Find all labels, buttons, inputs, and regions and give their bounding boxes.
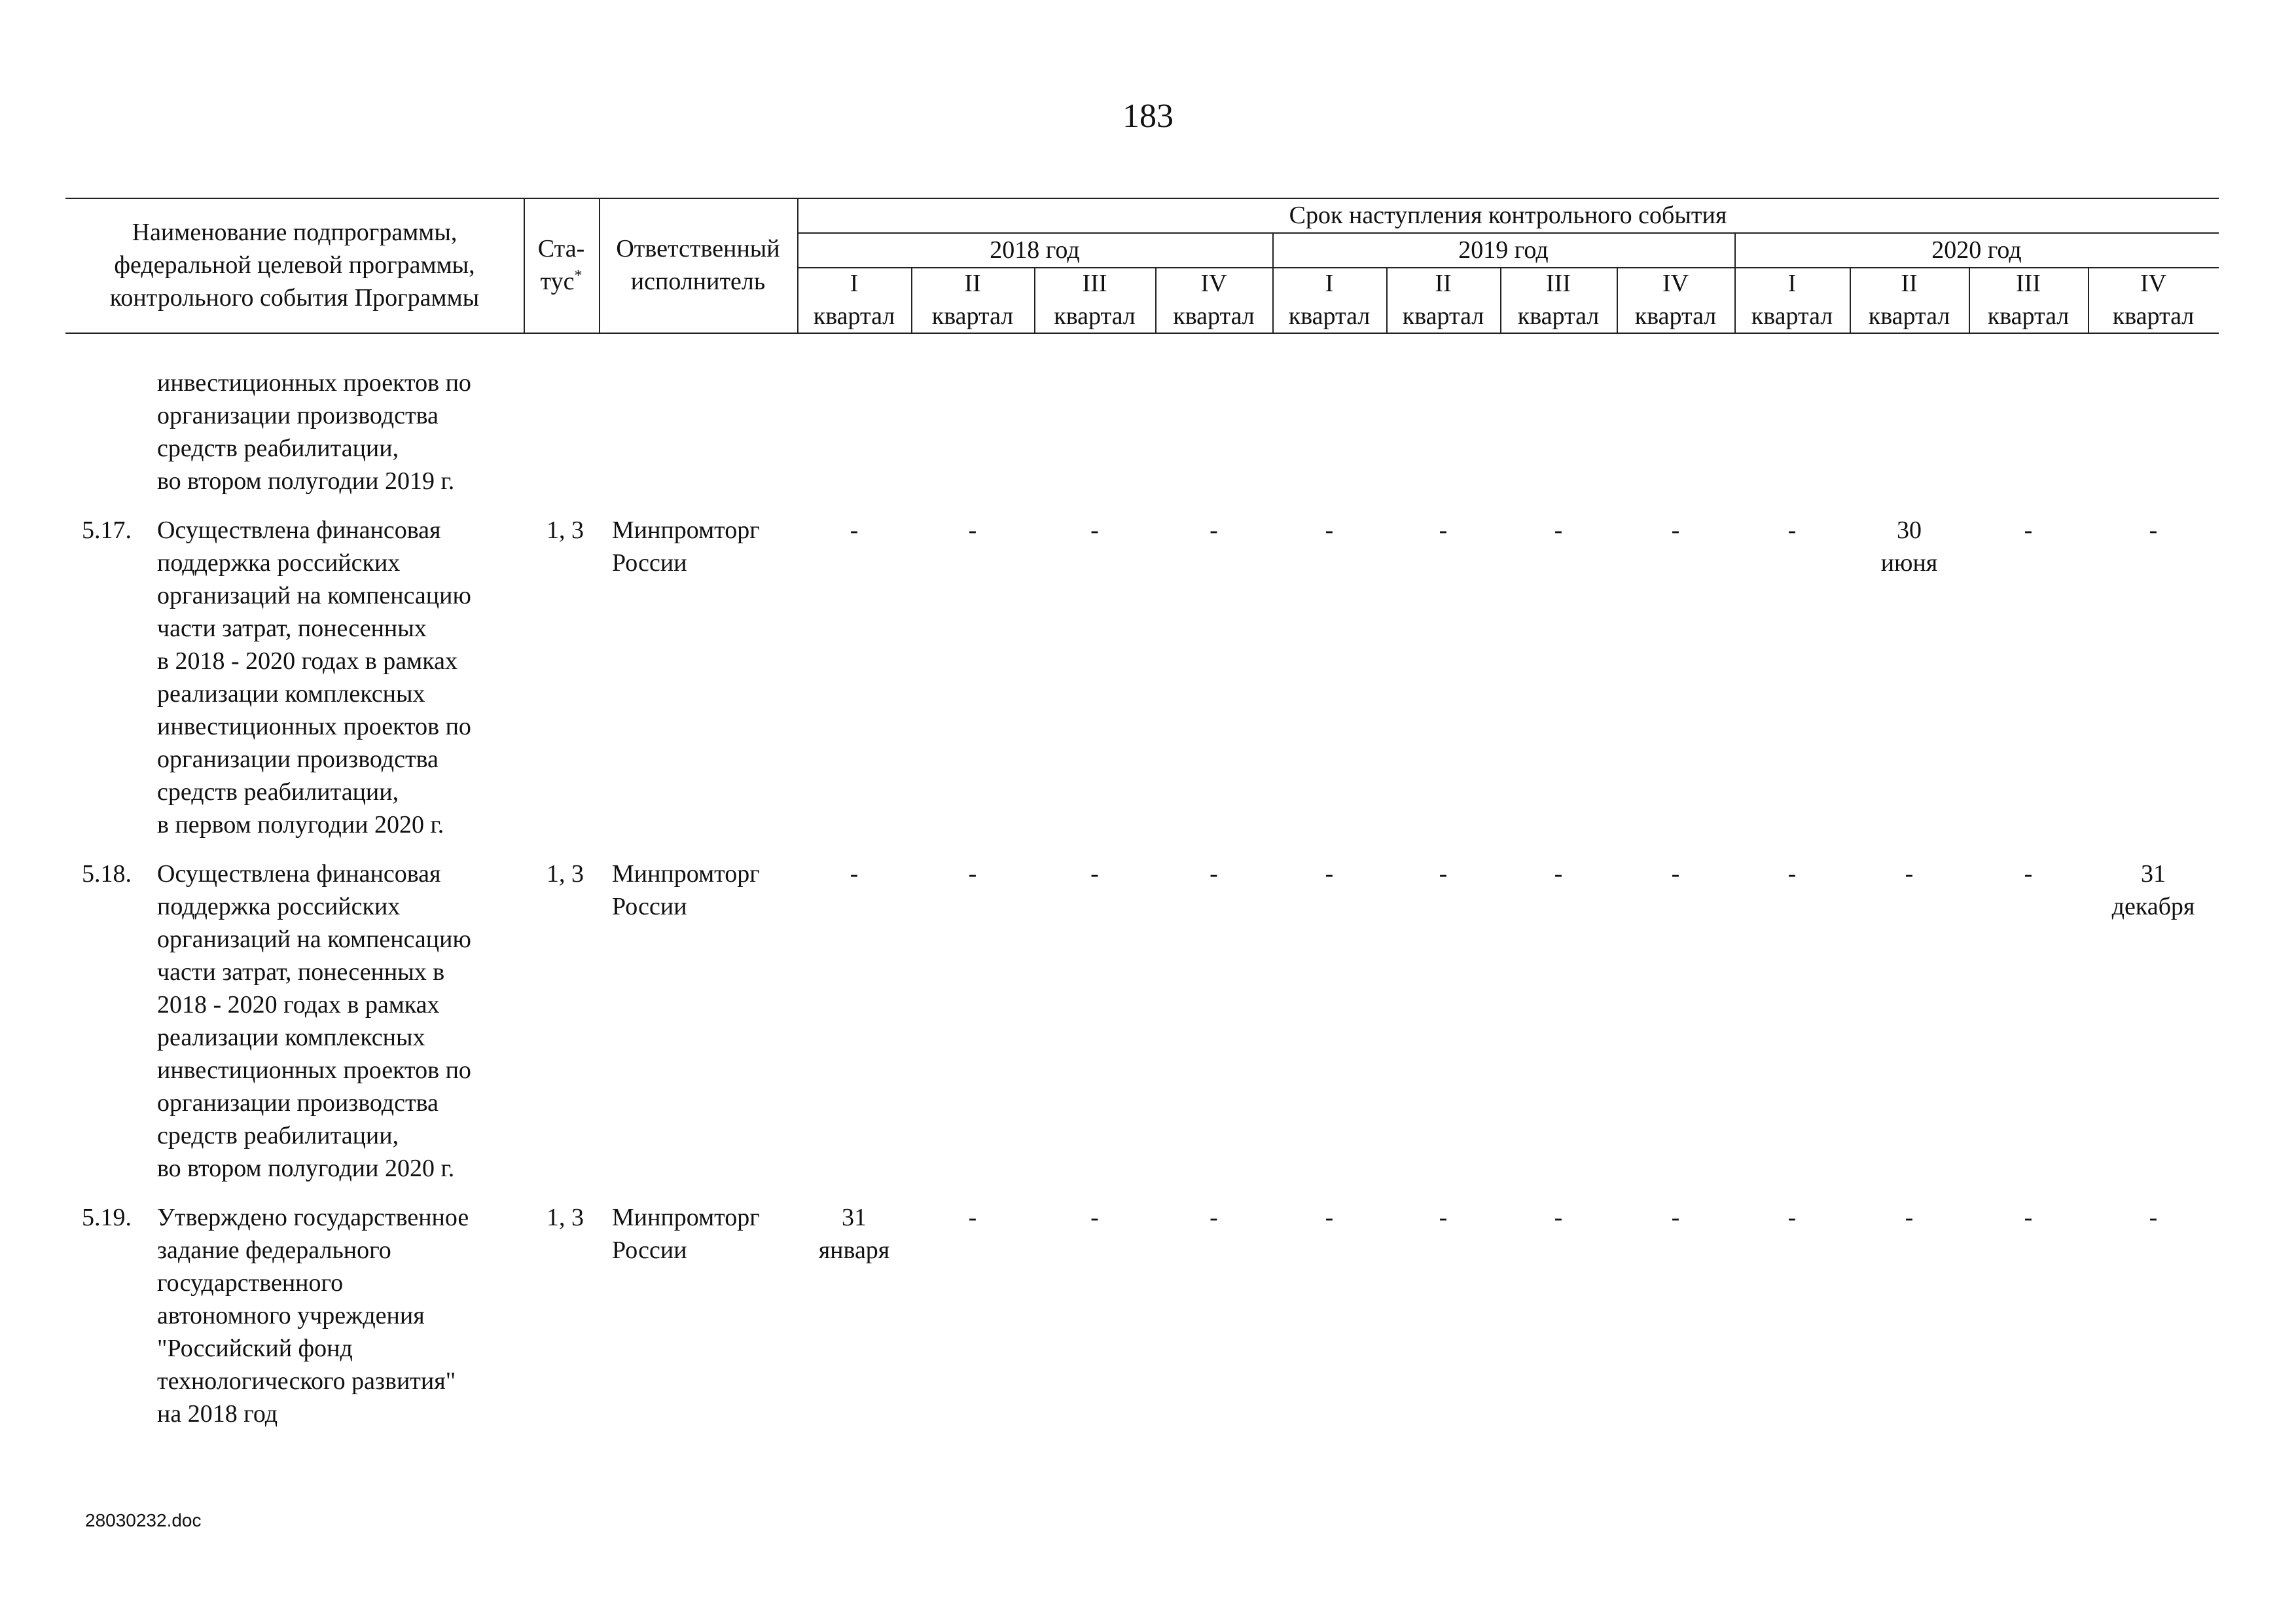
event-name-line: Осуществлена финансовая [157, 516, 441, 544]
period-text: - [1090, 860, 1099, 888]
period-text: 30 [1897, 516, 1922, 544]
quarter-word: квартал [1751, 302, 1833, 330]
quarter-roman: II [1901, 270, 1918, 297]
executor-line: Минпромторг [612, 860, 760, 888]
period-text: - [1210, 860, 1218, 888]
period-text: - [1439, 860, 1448, 888]
event-name-line: на 2018 год [157, 1400, 278, 1428]
header-year-2018: 2018 год [990, 236, 1080, 264]
period-text: - [1325, 860, 1334, 888]
header-status-line: тус [540, 268, 575, 295]
header-name-line: Наименование подпрограммы, [132, 219, 457, 246]
period-dash [1386, 857, 1500, 890]
period-dash [1034, 857, 1155, 890]
event-name-line: средств реабилитации, [157, 435, 399, 462]
event-name-line: реализации комплексных [157, 1024, 425, 1051]
quarter-header [1386, 267, 1500, 333]
period-text: декабря [2111, 893, 2195, 920]
header-status-column [524, 232, 599, 298]
quarter-roman: II [964, 270, 981, 297]
executor [612, 857, 760, 923]
quarter-word: квартал [813, 302, 895, 330]
status-footnote-mark: * [574, 267, 583, 285]
header-status-line: Ста- [537, 235, 585, 262]
period-dash [1734, 514, 1850, 547]
period-dash [2088, 514, 2219, 547]
quarter-word: квартал [1288, 302, 1371, 330]
event-name [157, 1201, 524, 1430]
period-dash [797, 857, 911, 890]
quarter-header [1617, 267, 1734, 333]
period-text: - [2149, 1204, 2158, 1231]
period-text: 31 [842, 1204, 867, 1231]
period-dash [1155, 514, 1272, 547]
header-executor-line: Ответственный [616, 235, 780, 262]
executor-line: России [612, 549, 687, 577]
header-name-line: контрольного события Программы [109, 284, 480, 312]
quarter-roman: II [1435, 270, 1452, 297]
period-text: - [1439, 516, 1448, 544]
event-name-line: реализации комплексных [157, 680, 425, 708]
row-number: 5.17. [82, 516, 132, 544]
period-text: января [818, 1236, 890, 1264]
period-dash [2088, 1201, 2219, 1234]
period-text: - [1554, 860, 1563, 888]
period-text: - [1905, 1204, 1914, 1231]
period-dash [1969, 514, 2088, 547]
quarter-word: квартал [1402, 302, 1484, 330]
quarter-header [1272, 267, 1386, 333]
quarter-word: квартал [1987, 302, 2070, 330]
period-dash [1500, 514, 1617, 547]
quarter-word: квартал [2112, 302, 2195, 330]
period-text: - [1210, 516, 1218, 544]
period-date [1850, 514, 1969, 579]
period-text: - [2024, 516, 2033, 544]
event-name-line: государственного [157, 1269, 344, 1297]
quarter-word: квартал [1054, 302, 1136, 330]
period-dash [1155, 857, 1272, 890]
event-name-line: части затрат, понесенных в [157, 958, 445, 986]
period-date [797, 1201, 911, 1267]
period-text: - [968, 1204, 977, 1231]
quarter-header [1734, 267, 1850, 333]
event-name-line: "Российский фонд [157, 1335, 353, 1362]
quarter-header [1500, 267, 1617, 333]
quarter-word: квартал [1634, 302, 1717, 330]
quarter-word: квартал [1173, 302, 1255, 330]
period-dash [1272, 1201, 1386, 1234]
event-name-line: средств реабилитации, [157, 1122, 399, 1149]
event-name-line: инвестиционных проектов по [157, 369, 471, 397]
event-name-line: организации производства [157, 1089, 439, 1117]
period-text: - [1671, 860, 1680, 888]
period-text: - [1671, 1204, 1680, 1231]
period-text: - [1439, 1204, 1448, 1231]
period-dash [1734, 857, 1850, 890]
status-value: 1, 3 [547, 516, 584, 544]
period-text: - [850, 516, 859, 544]
event-name-line: задание федерального [157, 1236, 391, 1264]
period-dash [1850, 1201, 1969, 1234]
period-text: - [850, 860, 859, 888]
quarter-roman: I [850, 270, 859, 297]
event-name-line: организаций на компенсацию [157, 926, 471, 953]
period-dash [911, 1201, 1034, 1234]
period-text: - [1325, 516, 1334, 544]
executor [612, 514, 760, 579]
period-dash [1969, 1201, 2088, 1234]
executor-line: России [612, 893, 687, 920]
event-name [157, 367, 524, 497]
quarter-roman: IV [1662, 270, 1689, 297]
period-text: 31 [2141, 860, 2166, 888]
header-deadline-title: Срок наступления контрольного события [1289, 202, 1727, 229]
status-value: 1, 3 [547, 860, 584, 888]
row-number: 5.18. [82, 860, 132, 888]
period-text: - [1787, 1204, 1797, 1231]
event-name-line: 2018 - 2020 годах в рамках [157, 991, 440, 1019]
event-name-line: технологического развития" [157, 1367, 456, 1395]
period-text: - [1090, 1204, 1099, 1231]
event-name-line: во втором полугодии 2019 г. [157, 467, 455, 495]
executor-line: России [612, 1236, 687, 1264]
quarter-roman: IV [1200, 270, 1227, 297]
event-name-line: поддержка российских [157, 549, 401, 577]
executor-line: Минпромторг [612, 516, 760, 544]
quarter-word: квартал [1517, 302, 1600, 330]
period-text: июня [1880, 549, 1938, 577]
event-name-line: во втором полугодии 2020 г. [157, 1155, 455, 1182]
period-dash [1617, 514, 1734, 547]
event-name-line: средств реабилитации, [157, 778, 399, 806]
status-value: 1, 3 [547, 1204, 584, 1231]
event-name-line: организации производства [157, 402, 439, 429]
quarter-header [797, 267, 911, 333]
executor [612, 1201, 760, 1267]
event-name-line: автономного учреждения [157, 1302, 425, 1329]
event-name-line: инвестиционных проектов по [157, 713, 471, 740]
period-text: - [1787, 516, 1797, 544]
period-dash [1500, 1201, 1617, 1234]
period-dash [1386, 1201, 1500, 1234]
quarter-word: квартал [1868, 302, 1950, 330]
period-dash [1034, 1201, 1155, 1234]
period-text: - [1090, 516, 1099, 544]
period-text: - [1671, 516, 1680, 544]
event-name-line: организации производства [157, 746, 439, 773]
quarter-roman: III [2016, 270, 2041, 297]
quarter-header [1034, 267, 1155, 333]
period-dash [1850, 857, 1969, 890]
header-year-2020: 2020 год [1931, 236, 2022, 264]
period-dash [1034, 514, 1155, 547]
quarter-header [1969, 267, 2088, 333]
period-text: - [968, 516, 977, 544]
period-dash [1155, 1201, 1272, 1234]
period-text: - [1554, 516, 1563, 544]
event-name-line: в 2018 - 2020 годах в рамках [157, 647, 457, 675]
quarter-roman: I [1787, 270, 1797, 297]
header-name-column [65, 216, 524, 314]
quarter-header [1850, 267, 1969, 333]
period-dash [1500, 857, 1617, 890]
header-bottom-border [65, 333, 2219, 334]
event-name-line: Осуществлена финансовая [157, 860, 441, 888]
period-dash [1272, 514, 1386, 547]
header-executor-column [599, 232, 797, 298]
period-dash [1969, 857, 2088, 890]
quarter-roman: III [1546, 270, 1571, 297]
period-text: - [1210, 1204, 1218, 1231]
period-text: - [1905, 860, 1914, 888]
period-text: - [1787, 860, 1797, 888]
event-name-line: поддержка российских [157, 893, 401, 920]
period-dash [1617, 1201, 1734, 1234]
event-name [157, 857, 524, 1185]
period-dash [911, 857, 1034, 890]
event-name [157, 514, 524, 841]
period-dash [1386, 514, 1500, 547]
quarter-header [1155, 267, 1272, 333]
period-text: - [2024, 1204, 2033, 1231]
document-file-name: 28030232.doc [85, 1510, 202, 1530]
quarter-roman: III [1082, 270, 1107, 297]
quarter-roman: IV [2140, 270, 2167, 297]
event-name-line: в первом полугодии 2020 г. [157, 811, 444, 839]
period-text: - [2024, 860, 2033, 888]
event-name-line: Утверждено государственное [157, 1204, 469, 1231]
event-name-line: организаций на компенсацию [157, 582, 471, 609]
page-number: 183 [1122, 98, 1174, 135]
executor-line: Минпромторг [612, 1204, 760, 1231]
period-text: - [1325, 1204, 1334, 1231]
row-number: 5.19. [82, 1204, 132, 1231]
period-text: - [1554, 1204, 1563, 1231]
period-dash [1734, 1201, 1850, 1234]
period-dash [911, 514, 1034, 547]
header-executor-line: исполнитель [630, 268, 766, 295]
quarter-roman: I [1325, 270, 1334, 297]
event-name-line: инвестиционных проектов по [157, 1056, 471, 1084]
period-dash [797, 514, 911, 547]
period-text: - [968, 860, 977, 888]
period-text: - [2149, 516, 2158, 544]
period-dash [1617, 857, 1734, 890]
quarter-header [2088, 267, 2219, 333]
event-name-line: части затрат, понесенных [157, 615, 427, 642]
header-name-line: федеральной целевой программы, [114, 251, 475, 279]
quarter-word: квартал [931, 302, 1014, 330]
quarter-header [911, 267, 1034, 333]
period-dash [1272, 857, 1386, 890]
header-year-2019: 2019 год [1458, 236, 1549, 264]
period-date [2088, 857, 2219, 923]
